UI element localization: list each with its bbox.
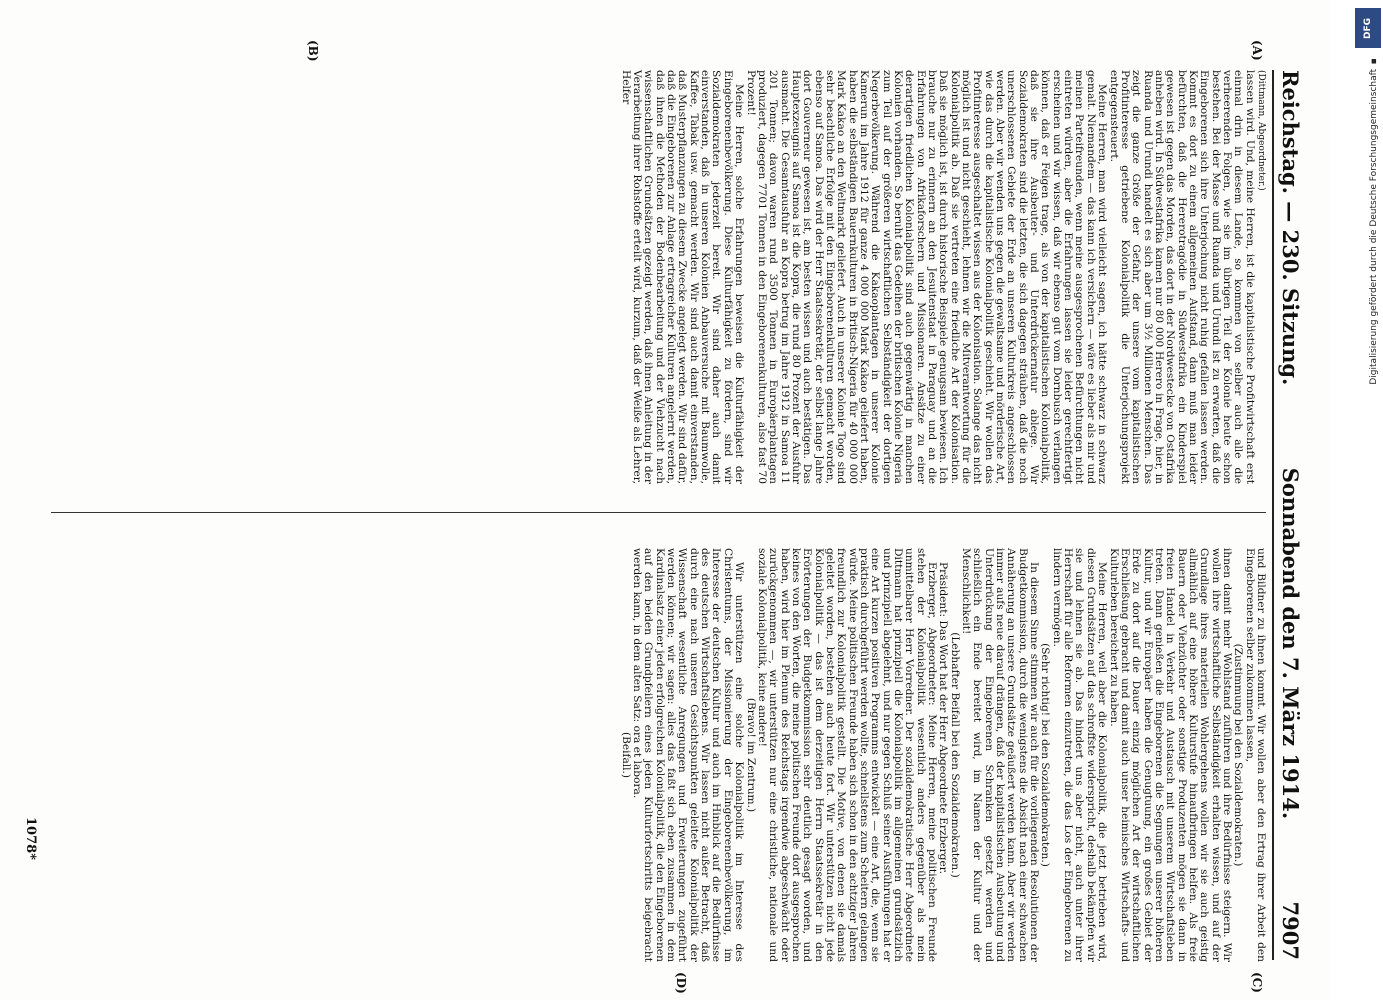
paragraph: ihnen damit mehr Wohlstand zuführen und ihre Bedürfnisse steigern. Wir wollen ihre wirtschaftliche Selbständigkeit erhalten wissen, und auf der Grundlage ihres materiellen Wohlergehens wollen wir sie auch geistig allmählich auf eine höhere Kulturstufe hinaufbringen helfen. Als freie Bauern oder Viehzüchter oder sonstige Produzenten mögen sie dann in freien Handel in Verkehr und Austausch mit unserem Wirtschaftsleben treten. Dann genießen die Eingeborenen die Segnungen unserer höheren Kultur, und wir Europäer haben die Genugtuung, ein großes Gebiet der Erde zu dort auf die Dauer einzig möglichen Art der wirtschaftlichen Erschließung gebracht und damit auch unser heimisches Wirtschafts- und Kulturleben bereichert zu haben.	[1107, 548, 1233, 962]
paragraph: und Bildner zu ihnen kommt. Wir wollen aber den Ertrag ihrer Arbeit den Eingeborenen selber zukommen lassen,	[1243, 548, 1267, 962]
paragraph: Meine Herren, weil aber die Kolonialpolitik, die jetzt betrieben wird, diesen Grundsätzen auf das schroffste widerspricht, deshalb bekämpfen wir sie und lehnen sie ab. Das hindert uns aber nicht, auch unter ihrer Herrschaft für alle Reformen einzutreten, die das Los der Eingeborenen zu lindern vermögen.	[1050, 548, 1109, 962]
interjection: (Zustimmung bei den Sozialdemokraten.)	[1232, 643, 1245, 867]
interjection: (Sehr richtig! bei den Sozialdemokraten.)	[1039, 643, 1052, 867]
speaker-label: (Dittmann, Abgeordneter.)	[1256, 70, 1266, 191]
right-column	[619, 548, 1266, 962]
paragraph: Wir unterstützen eine solche Kolonialpolitik im Interesse des Christentums, der Missionierung der Eingeborenenbevölkerung, im Interesse der deutschen Kultur und auch im Hinblick auf die Bedürfnisse des deutschen Wirtschaftslebens. Wir lassen nicht außer Betracht, daß durch eine nach unseren Gesichtspunkten geleitete Kolonialpolitik der Wissenschaft wesentliche Anregungen und Erweiterungen zugeführt werden können; wir sagen: alles das faßt sich eben zusammen in dem Kardinalsatz einer jeden erfolgreichen Kolonialpolitik, die den Eingeborenen auf den beiden Grundpfeilern eines jeden Kulturfortschritts beigebracht werden kann, in dem alten Satz: ora et labora.	[631, 548, 746, 962]
header-date: Sonnabend den 7. März 1914.	[1278, 467, 1303, 820]
margin-marker-d: (D)	[674, 972, 688, 994]
column-divider	[51, 512, 1266, 513]
dfg-logo: DFG	[1355, 8, 1381, 48]
paragraph: Meine Herren, solche Erfahrungen beweisen die Kulturfähigkeit der Eingeborenenbevölkerung. Diese Kulturfähigkeit zu fördern, sind wir Sozialdemokraten jederzeit bereit. Wir sind daher auch damit einverstanden, daß in unseren Kolonien Anbauversuche mit Baumwolle, Kaffee, Tabak usw. gemacht werden. Wir sind auch damit einverstanden, daß Musterpflanzungen zu diesem Zwecke angelegt werden. Wir sind dafür, daß die Eingeborenen zur Anlage ertragreicher Kulturen angelernt werden, daß ihnen die Methoden der Bodenbearbeitung und der Viehzucht nach wissenschaftlichen Grundsätzen gezeigt werden, daß ihnen Anleitung in der Verarbeitung ihrer Rohstoffe erteilt wird, kurzum, daß der Weiße als Lehrer, Helfer	[619, 70, 746, 484]
header-left: Reichstag. — 230. Sitzung.	[1278, 70, 1303, 386]
margin-marker-b: (B)	[306, 40, 320, 62]
margin-marker-a: (A)	[1250, 40, 1264, 61]
digitization-credit: Digitalisierung gefördert durch die Deutsche Forschungsgemeinschaft ▪	[1369, 56, 1379, 385]
left-column	[619, 70, 1266, 484]
margin-marker-c: (C)	[1250, 972, 1264, 993]
header-page-number: 7907	[1278, 901, 1303, 960]
paragraph: In diesem Sinne stimmen wir auch für die vorliegenden Resolutionen der Budgetkommission, durch die wenigstens die Absicht nach einer schwachen Annäherung an unsere Grundsätze geäußert werden kann. Aber wir werden immer aufs neue darauf drängen, daß der kapitalistischen Ausbeutung und Unterdrückung der Eingeborenen Schranken gesetzt werden und schließlich ein Ende bereitet wird, im Namen der Kultur und der Menschlichkeit!	[960, 548, 1041, 962]
paragraph: Meine Herren, man wird vielleicht sagen, ich hätte schwarz in schwarz gemalt. Niemandem — das kann ich versichern — wäre es lieber als mir und meinen Parteifreunden, wenn meine ausgesprochenen Befürchtungen nicht eintreten würden, aber die Erfahrungen lassen sie leider gerechtfertigt erscheinen und wir wissen, daß wir ebenso gut vom Dornbusch verlangen können, daß er Feigen trage, als von der kapitalistischen Kolonialpolitik, daß sie ihre Ausbeuter- und Unterdrückernatur ablege. Wir Sozialdemokraten sind die letzten, die sich dagegen sträuben, daß die noch unerschlossenen Gebiete der Erde an unseren Kulturkreis angeschlossen werden. Aber wir wenden uns gegen die gewaltsame und mörderische Art, wie das durch die kapitalistische Kolonialpolitik geschieht. Wir wollen das Profitinteresse ausgeschaltet wissen aus der Kolonisation. Solange das nicht möglich ist und nicht geschieht, lehnen wir die Mitverantwortung für die Kolonialpolitik ab. Daß sie vertreten eine friedliche Art der Kolonisation. Daß sie möglich ist, ist durch historische Beispiele genugsam bewiesen. Ich brauche nur zu erinnern an den Jesuitenstaat in Paraguay und an die Erfahrungen von Afrikaforschern und Missionaren. Ansätze zu einer derartigen friedlichen Kolonialpolitik sind auch gegenwärtig in manchen Kolonien vorhanden. So beruht das Gedeihen der britischen Kolonie Nigeria zum Teil auf der größeren wirtschaftlichen Selbständigkeit der dortigen Negerbevölkerung. Während die Kakaoplantagen in unserer Kolonie Kamerun im Jahre 1912 für ganze 4 000 000 Mark Kakao geliefert haben, haben die selbständigen Bauernkulturen in Britisch-Nigeria für 40 000 000 Mark Kakao an den Weltmarkt geliefert. Auch in unserer Kolonie Togo sind sehr beachtliche Erfolge mit den Eingeborenenkulturen gemacht worden, ebenso auf Samoa. Das wird der Herr Staatssekretär, der selbst lange Jahre dort Gouverneur gewesen ist, am besten wissen und auch bestätigen. Das Hauptexzeugnis auf Samoa ist die Kopra, die rund 80 Prozent der Ausfuhr ausmacht. Die Gesamtausfuhr an Kopra betrug im Jahre 1912 in Samoa 11 201 Tonnen; davon waren rund 3500 Tonnen in Europäerplantagen produziert, dagegen 7701 Tonnen in den Eingeborenenkulturen, also fast 70 Prozent!	[744, 70, 1109, 484]
paragraph: lassen wird. Und, meine Herren, ist die kapitalistische Profitwirtschaft erst einmal drin in diesem Lande, so kommen von selber auch alle die verheerenden Folgen, wie sie im übrigen Teil der Kolonie heute schon bestehen. Bei der Masse und Ruanda und Urundi ist zu erwarten, daß die Eingeborenen sich ihre Unterjochung nicht ruhig gefallen lassen werden. Kommt es dort zu einem allgemeinen Aufstand, dann muß man leider befürchten, daß die Hererotragödie in Südwestafrika ein Kinderspiel gewesen ist gegen das Morden, das dort in der Nordwestecke von Ostafrika anheben wird. In Südwestafrika kamen nur 80 000 Herero in Frage, hier, in Ruanda und Urundi handelt es sich aber um 3½ Millionen Menschen. Das zeigt die ganze Größe der Gefahr, der unsere vom kapitalistischen Profitinteresse getriebene Kolonialpolitik die Unterjochungsprojekt entgegensteuert.	[1107, 70, 1256, 484]
page-code: 1078*	[23, 817, 38, 860]
interjection: (Beifall.)	[619, 731, 632, 779]
interjection: (Lebhafter Beifall bei den Sozialdemokraten.)	[948, 632, 961, 878]
page-header	[1272, 70, 1322, 960]
paragraph: Erzberger, Abgeordneter: Meine Herren, meine politischen Freunde stehen der Kolonialpolitik wesentlich anders gegenüber als mein unmittelbarer Herr Vorredner. Der sozialdemokratische Herr Abgeordnete Dittmann hat prinzipiell die Kolonialpolitik im allgemeinen grundsätzlich und prinzipiell abgelehnt, und nur gegen Schluß seiner Ausführungen hat er eine Art kurzen positiven Programms entwickelt — eine Art, die, wenn sie praktisch durchgeführt werden wollte, schnellstens zum Scheitern gelangen würde. Meine politischen Freunde haben sich schon in den achtziger Jahren freundlich zur Kolonialpolitik gestellt. Die Motive, von denen sie damals geleitet worden, bestehen auch heute fort. Wir unterstützen nicht jede Kolonialpolitik — das ist dem derzeitigen Herrn Staatssekretär in den Erörterungen der Budgetkommission sehr deutlich gesagt worden, und keines von den Worten, die meine politischen Freunde dort ausgesprochen haben, wird hier im Plenum des Reichstags irgendwie abgeschwächt oder zurückgenommen —, wir unterstützen nur eine christliche, nationale und soziale Kolonialpolitik, keine andere!	[755, 548, 939, 962]
president-remark: Präsident: Das Wort hat der Herr Abgeordnete Erzberger.	[937, 562, 950, 875]
interjection: (Bravo! im Zentrum.)	[744, 697, 757, 813]
